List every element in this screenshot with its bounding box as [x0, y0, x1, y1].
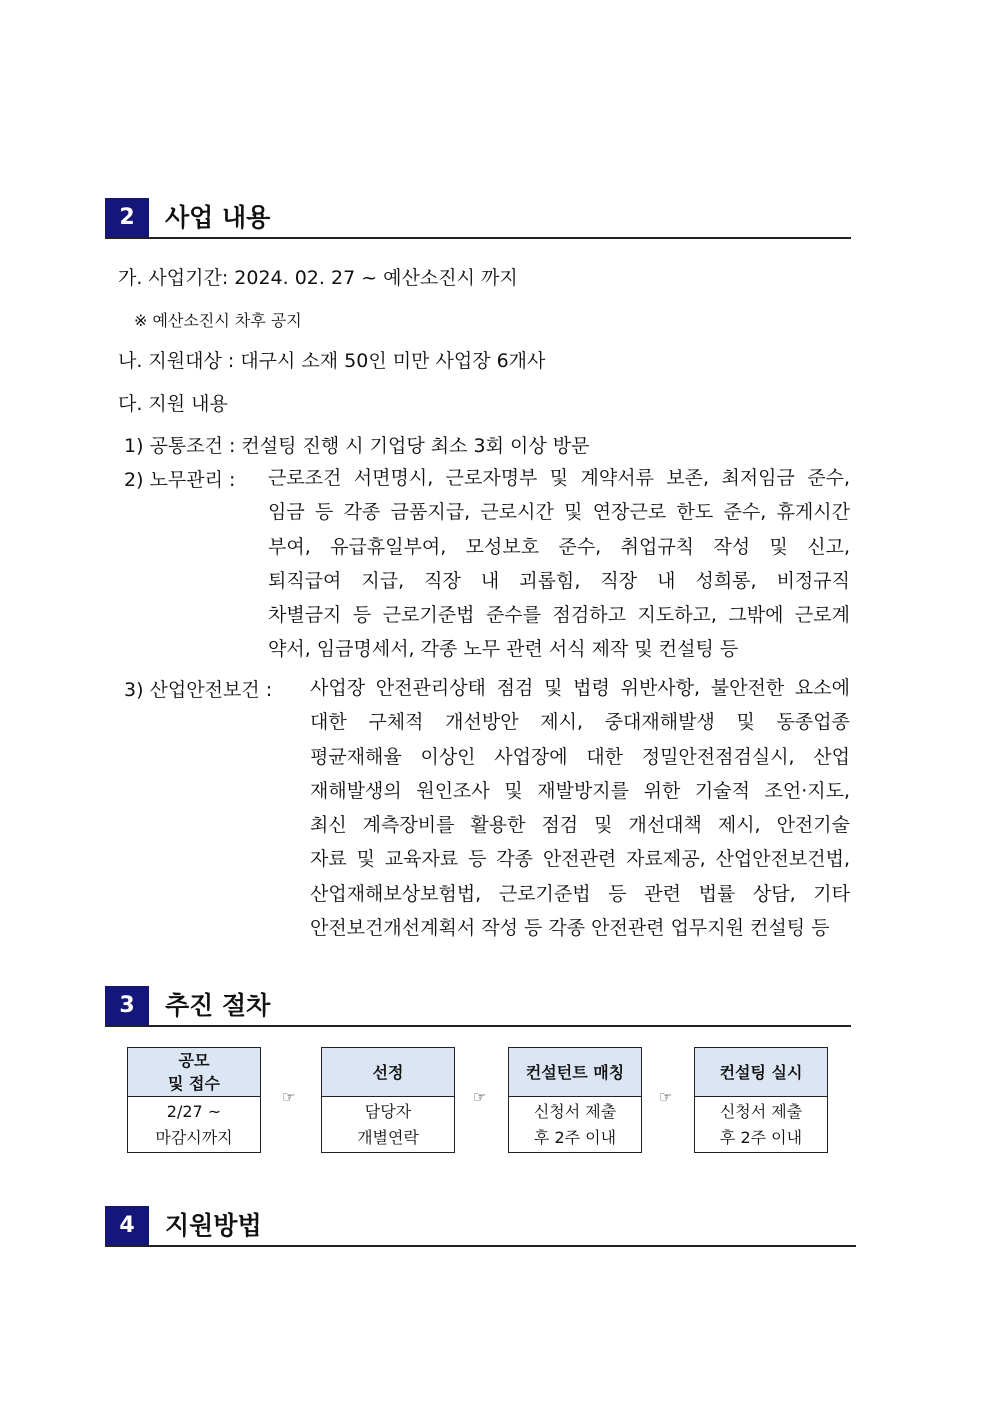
step-body: 담당자 개별연락	[357, 1101, 419, 1147]
section-divider	[105, 1245, 856, 1247]
section-title: 사업 내용	[165, 203, 271, 232]
step-head: 선정	[322, 1048, 454, 1097]
section-number: 4	[105, 1206, 149, 1246]
safety-line: 최신 계측장비를 활용한 점검 및 개선대책 제시, 안전기술	[310, 814, 850, 837]
business-period: 가. 사업기간: 2024. 02. 27 ~ 예산소진시 까지	[118, 267, 518, 289]
section-divider	[105, 237, 851, 239]
period-note: ※ 예산소진시 차후 공지	[134, 311, 302, 330]
process-step-matching	[508, 1047, 642, 1153]
labor-line: 임금 등 각종 금품지급, 근로시간 및 연장근로 한도 준수, 휴게시간	[268, 501, 850, 524]
support-heading: 다. 지원 내용	[118, 393, 228, 415]
item-labor-label: 2) 노무관리 :	[124, 469, 236, 491]
labor-line: 퇴직급여 지급, 직장 내 괴롭힘, 직장 내 성희롱, 비정규직	[268, 569, 850, 592]
section-divider	[105, 1025, 851, 1027]
section-title: 추진 절차	[165, 991, 271, 1020]
step-head: 공모 및 접수	[128, 1048, 260, 1097]
step-body: 신청서 제출 후 2주 이내	[533, 1101, 617, 1147]
process-step-consulting	[694, 1047, 828, 1153]
process-step-selection	[321, 1047, 455, 1153]
process-step-application	[127, 1047, 261, 1153]
hand-pointer-icon: ☞	[473, 1088, 487, 1106]
section-number: 3	[105, 986, 149, 1026]
safety-line: 대한 구체적 개선방안 제시, 중대재해발생 및 동종업종	[310, 711, 850, 734]
safety-line: 사업장 안전관리상태 점검 및 법령 위반사항, 불안전한 요소에	[310, 677, 850, 699]
item-labor-body	[268, 461, 850, 667]
support-target: 나. 지원대상 : 대구시 소재 50인 미만 사업장 6개사	[118, 350, 546, 372]
step-head: 컨설턴트 매칭	[509, 1048, 641, 1097]
labor-line: 부여, 유급휴일부여, 모성보호 준수, 취업규칙 작성 및 신고,	[268, 535, 850, 558]
item-safety-body	[310, 671, 850, 945]
labor-line: 차별금지 등 근로기준법 준수를 점검하고 지도하고, 그밖에 근로계	[268, 604, 850, 627]
safety-line: 산업재해보상보험법, 근로기준법 등 관련 법률 상담, 기타	[310, 882, 850, 905]
labor-line: 근로조건 서면명시, 근로자명부 및 계약서류 보존, 최저임금 준수,	[268, 467, 850, 489]
safety-line: 안전보건개선계획서 작성 등 각종 안전관련 업무지원 컨설팅 등	[310, 917, 830, 940]
step-body: 2/27 ~ 마감시까지	[155, 1101, 233, 1147]
item-safety-label: 3) 산업안전보건 :	[124, 679, 273, 701]
safety-line: 자료 및 교육자료 등 각종 안전관련 자료제공, 산업안전보건법,	[310, 848, 850, 871]
item-common-conditions: 1) 공통조건 : 컨설팅 진행 시 기업당 최소 3회 이상 방문	[124, 435, 590, 457]
safety-line: 평균재해율 이상인 사업장에 대한 정밀안전점검실시, 산업	[310, 745, 850, 768]
safety-line: 재해발생의 원인조사 및 재발방지를 위한 기술적 조언·지도,	[310, 779, 850, 802]
section-number: 2	[105, 198, 149, 238]
step-head: 컨설팅 실시	[695, 1048, 827, 1097]
step-body: 신청서 제출 후 2주 이내	[719, 1101, 803, 1147]
hand-pointer-icon: ☞	[659, 1088, 673, 1106]
section-title: 지원방법	[165, 1211, 262, 1240]
hand-pointer-icon: ☞	[282, 1088, 296, 1106]
labor-line: 약서, 임금명세서, 각종 노무 관련 서식 제작 및 컨설팅 등	[268, 638, 739, 661]
